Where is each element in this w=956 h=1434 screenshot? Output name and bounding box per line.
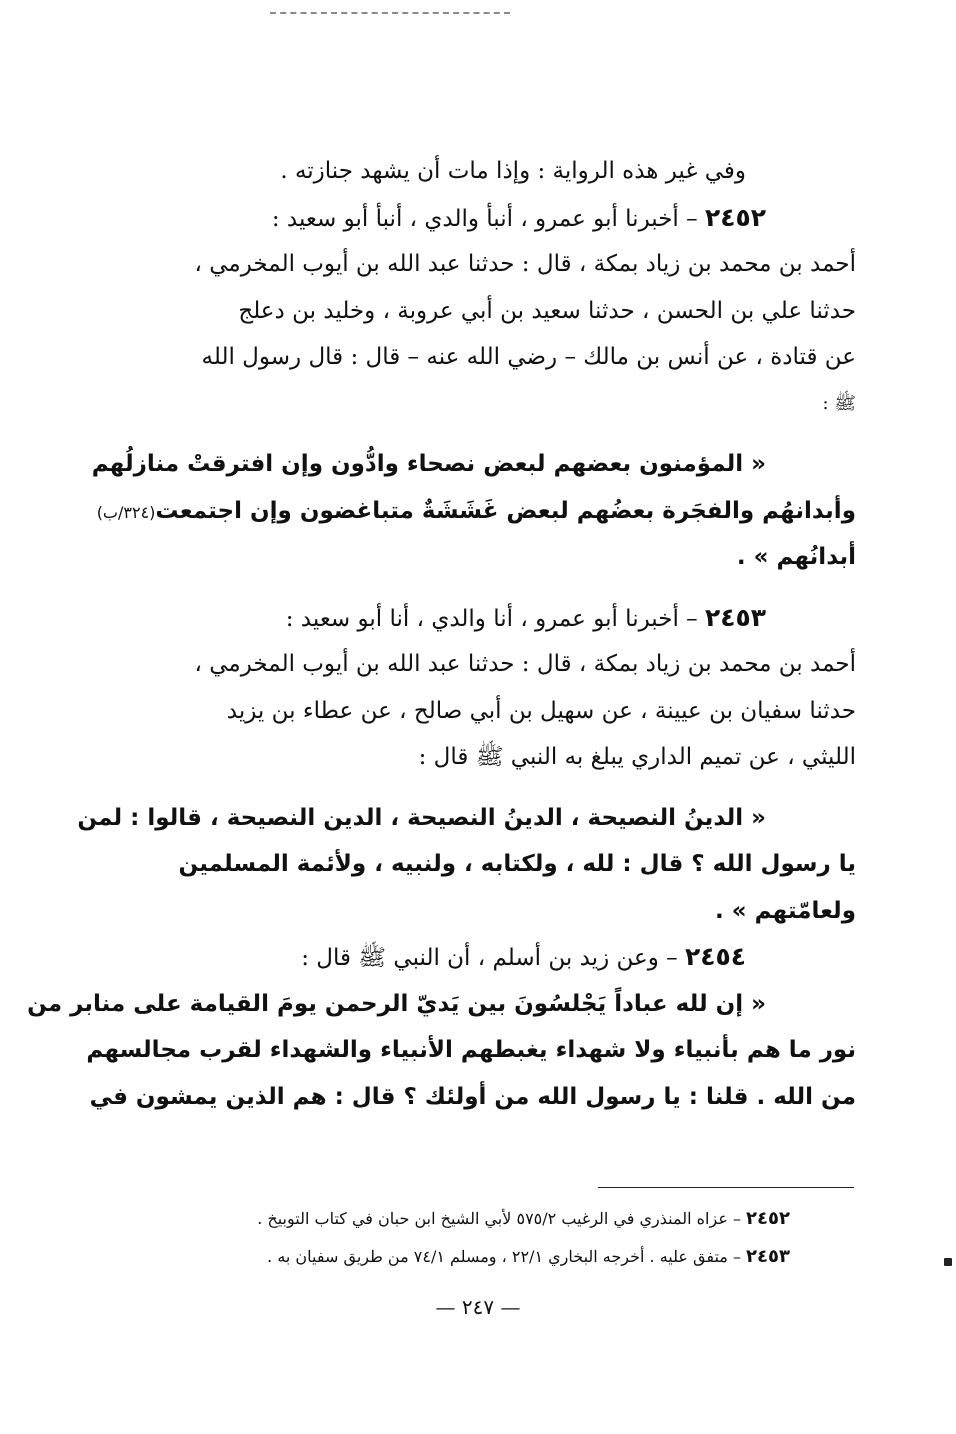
hadith-text-line: يا رسول الله ؟ قال : لله ، ولكتابه ، ولنبيه ، ولأئمة المسلمين: [178, 851, 856, 877]
footnote-2452: [100, 1200, 790, 1238]
footnote-number: ٢٤٥٣: [746, 1246, 790, 1267]
text-segment: – أخبرنا أبو عمرو ، أنا والدي ، أنا أبو سعيد :: [285, 605, 705, 632]
hadith-2452-heading: [160, 195, 856, 242]
footnote-text: – عزاه المنذري في الرغيب ٥٧٥/٢ لأبي الشيخ ابن حبان في كتاب التوبيخ .: [257, 1209, 747, 1228]
top-dashed-border: [270, 12, 510, 14]
footnote-2453: [100, 1238, 790, 1276]
hadith-2453-heading: [160, 595, 856, 642]
hadith-number: ٢٤٥٢: [704, 202, 766, 232]
hadith-text-line: « إن لله عباداً يَجْلسُونَ بين يَديّ الرحمن يومَ القيامة على منابر من: [27, 990, 766, 1017]
text-line: وفي غير هذه الرواية : وإذا مات أن يشهد جنازته .: [280, 158, 746, 184]
footnote-text: – متفق عليه . أخرجه البخاري ٢٢/١ ، ومسلم ٧٤/١ من طريق سفيان به .: [267, 1247, 747, 1266]
footnotes: [100, 1200, 790, 1276]
hadith-2454-heading: [160, 934, 856, 981]
hadith-number: ٢٤٥٣: [704, 602, 766, 632]
main-text: [27, 148, 856, 1120]
text-line: حدثنا علي بن الحسن ، حدثنا سعيد بن أبي عروبة ، وخليد بن دعلج: [238, 297, 856, 324]
hadith-text-line: « الدينُ النصيحة ، الدينُ النصيحة ، الدين النصيحة ، قالوا : لمن: [77, 804, 766, 831]
manuscript-folio-ref: (٣٢٤/ب): [96, 502, 156, 522]
hadith-text-line: [96, 488, 856, 535]
salutation-line: ﷺ :: [822, 392, 856, 414]
text-segment: – وعن زيد بن أسلم ، أن النبي ﷺ قال :: [301, 945, 685, 971]
hadith-text-line: من الله . قلنا : يا رسول الله من أولئك ؟ قال : هم الذين يمشون في: [89, 1083, 856, 1110]
hadith-text-line: ولعامّتهم » .: [714, 897, 856, 924]
text-line: عن قتادة ، عن أنس بن مالك – رضي الله عنه – قال : قال رسول الله: [201, 344, 856, 370]
footnote-number: ٢٤٥٢: [746, 1208, 790, 1229]
hadith-text-line: أبدانُهم » .: [736, 544, 856, 570]
text-segment: – أخبرنا أبو عمرو ، أنبأ والدي ، أنبأ أبو سعيد :: [271, 205, 705, 232]
text-line: أحمد بن محمد بن زياد بمكة ، قال : حدثنا عبد الله بن أيوب المخرمي ،: [194, 251, 856, 277]
page-number: — ٢٤٧ —: [435, 1295, 521, 1319]
margin-mark: [944, 1258, 952, 1266]
hadith-text-line: نور ما هم بأنبياء ولا شهداء يغبطهم الأنبياء والشهداء لقرب مجالسهم: [86, 1037, 856, 1063]
text-segment: وأبدانهُم والفجَرة بعضُهم لبعض غَشَشَةٌ متباغضون وإن اجتمعت: [155, 497, 856, 524]
hadith-number: ٢٤٥٤: [684, 942, 746, 971]
text-line: حدثنا سفيان بن عيينة ، عن سهيل بن أبي صالح ، عن عطاء بن يزيد: [226, 697, 856, 724]
hadith-text-line: « المؤمنون بعضهم لبعض نصحاء وادُّون وإن افترقتْ منازلُهم: [91, 451, 766, 477]
footnote-separator: [598, 1187, 854, 1188]
text-line: الليثي ، عن تميم الداري يبلغ به النبي ﷺ قال :: [418, 744, 856, 770]
text-line: أحمد بن محمد بن زياد بمكة ، قال : حدثنا عبد الله بن أيوب المخرمي ،: [194, 651, 856, 677]
